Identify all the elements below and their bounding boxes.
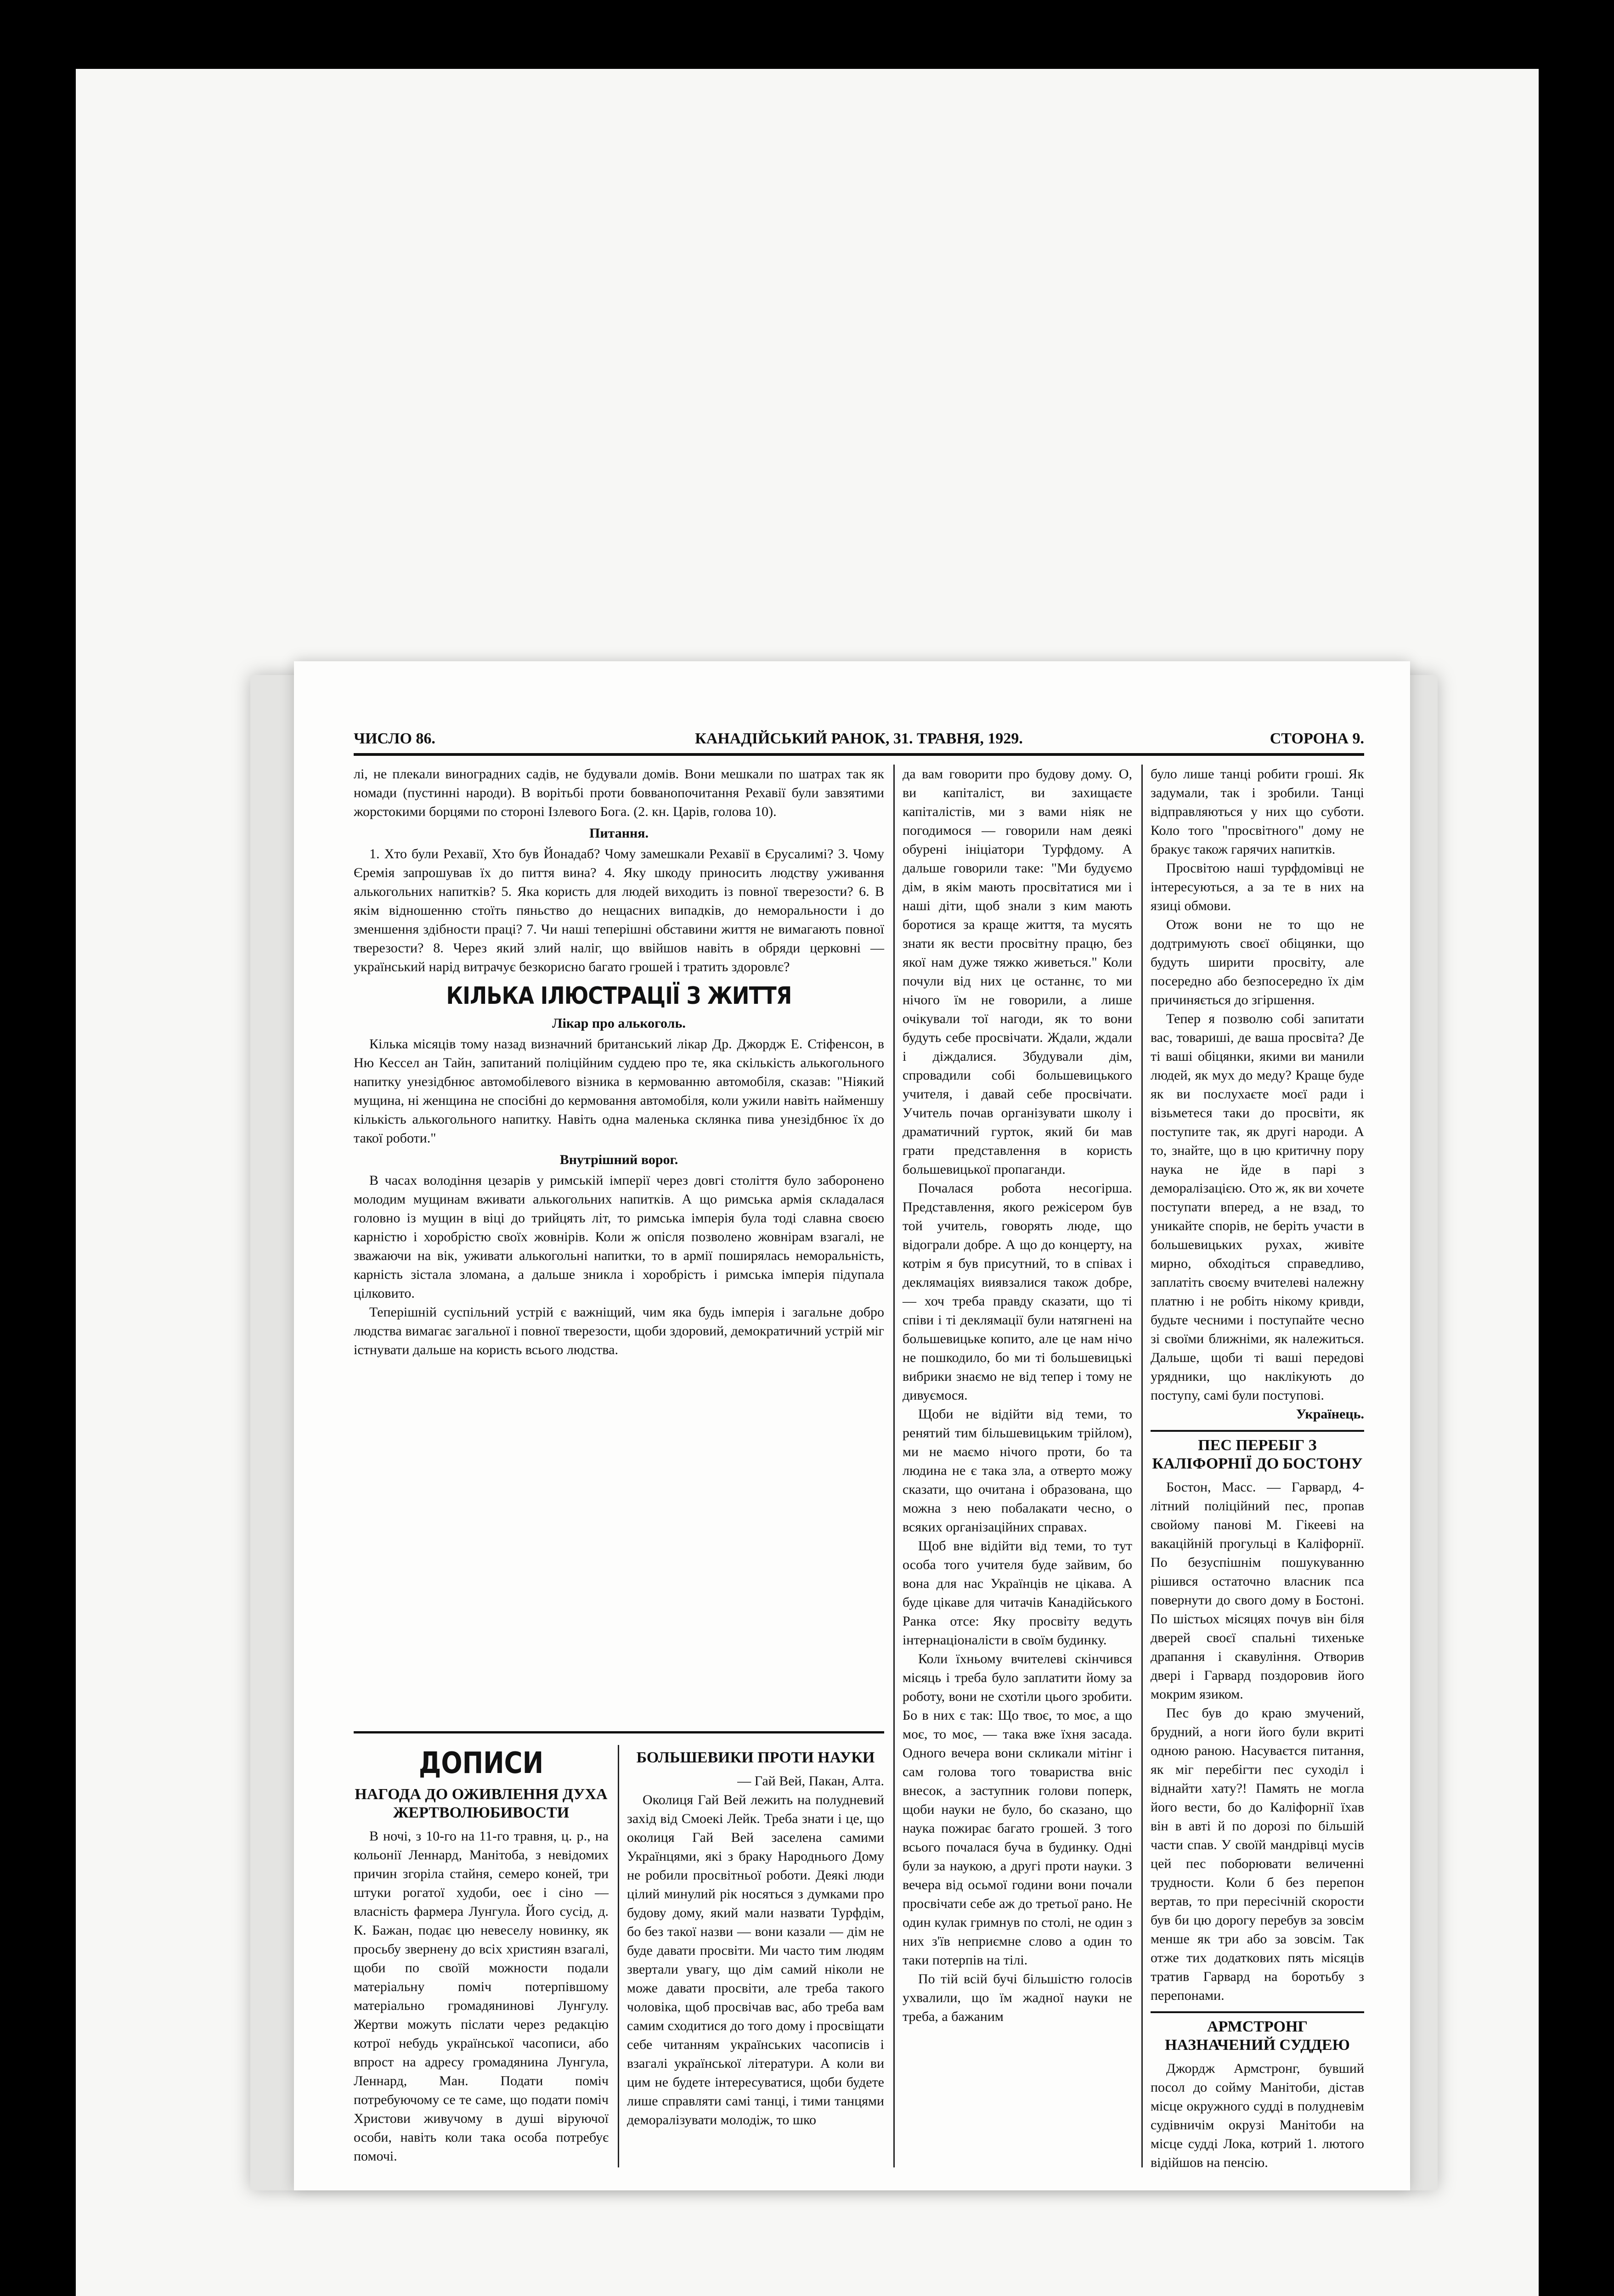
paragraph: Бостон, Масс. — Гарвард, 4-літний поліційний пес, пропав свойому панові М. Гікееві на вакаційній прогульці в Каліфорнії. По безуспішнім пошукуванню рішився остаточно власник пса повернути до свого дому в Бостоні. По шістьох місяцях почув він біля дверей своєї спальні тихеньке драпання і скавуління. Отворив двері і Гарвард поздоровив його мокрим язиком. <box>1151 1480 1364 1702</box>
header-rule <box>354 753 1364 756</box>
article-divider <box>1151 2011 1364 2013</box>
column-main <box>354 765 884 1359</box>
paragraph: Околиця Гай Вей лежить на полудневий захід від Смоекі Лейк. Треба знати і це, що околиця Гай Вей заселена самими Українцями, які з браку Народнього Дому не робили просвітньої роботи. Деякі люди цілий минулий рік носяться з думками про будову дому, який мали назвати Турфдім, бо без такої назви — вони казали — дім не буде давати просвіти. Ми часто тим людям звертали увагу, що дім самий ніколи не може давати просвіти, але треба такого чоловіка, щоб просвічав вас, або треба вам самим сходитися до того дому і просвіщати себе читанням українських часописів і взагалі української літератури. А коли ви цим не будете інтересуватися, щоби будете лише справляти самі танці, і тими танцями деморалізувати молодіж, то шко <box>627 1792 884 2127</box>
article-heading: НАГОДА ДО ОЖИВЛЕННЯ ДУХА ЖЕРТВОЛЮБИВОСТИ <box>355 1786 608 1821</box>
paragraph: Почалася робота несогірша. Представлення, якого режісером був той учитель, говорять люде, що відограли добре. А що до концерту, на котрім я був присутний, то в співах і деклямаціях виявзалися також добре, — хоч треба правду сказати, що ті співи і ті деклямації були натягнені на большевицьке копито, але це нам нічо не пошкодило, бо ми ті большевицькі вибрики знаємо не від тепер і тому не дивуємося. <box>903 1181 1132 1403</box>
column-divider <box>1141 765 1143 2167</box>
newspaper-page <box>294 661 1410 2190</box>
paragraph: Коли їхньому вчителеві скінчився місяць і треба було заплатити йому за роботу, вони не схотіли цього зробити. Бо в них є так: Що твоє, то моє, а що моє, то моє, — така вже їхня засада. Одного вечера вони скликали мітінг і сам голова того товариства вніс внесок, а заступник голови поперк, щоби науки не було, бо сказано, що наука пожирає багато грошей. З того всього почалася бучa в будинку. Одні були за наукою, а другі проти науки. З вечера від осьмої години вони почали просвічати себе аж до третьої рано. Не один кулак гримнув по столі, не один з них з'їв неприємне слово а один то таки потерпів на тілі. <box>903 1651 1132 1968</box>
column-dopysy <box>354 1745 609 2166</box>
section-divider <box>354 1731 884 1733</box>
paragraph: Пес був до краю змучений, брудний, а ноги його були вкриті одною раною. Насуваєтся питання, як міг перебігти пес суходіл і віднайти хату?! Память не могла його вести, бо до Каліфорнії їхав він в авті й по дорозі по більшій части спав. У своїй мандрівці мусів цей пес поборювати величенні трудности. Коли б без перепон вертав, то при пересічній скорости був би цю дорогу перебув за зовсім менше як три або за зовсім. Так отже тих додаткових пять місяців тратив Гарвард на боротьбу з перепонами. <box>1151 1705 1364 2003</box>
paragraph: Просвітою наші турфдомівці не інтересуються, а за те в них на язиці обмови. <box>1151 861 1364 913</box>
section-title: Питання. <box>589 826 649 841</box>
issue-number: ЧИСЛО 86. <box>354 730 435 747</box>
paragraph: 1. Хто були Рехавії, Хто був Йонадаб? Чому замешкали Рехавії в Єрусалимі? 3. Чому Єремія запрошував їх до пиття вина? 4. Яку шкоду приносить людству уживання алькогольних напитків? 5. Яка користь для людей виходить із повної тверезости? 6. В якім відношенню стоїть пяньство до нещасних випадків, до неморальности і до зменшення здібности праці? 7. Чи наші теперішні обставини життя не вимагають повної тверезости? 8. Через який злий наліг, що ввійшов навіть в обряди церковні — український нарід витрачує безкорисно багато грошей і тратить здоровлє? <box>354 846 884 974</box>
paragraph: Теперішній суспільний устрій є важніщий, чим яка будь імперія і загальне добро людства вимагає загальної і повної тверезости, щоби здоровий, демократичний устрій міг істнувати дальше на користь всього людства. <box>354 1305 884 1357</box>
page-header <box>354 730 1364 751</box>
paragraph: Кілька місяців тому назад визначний британський лікар Др. Джордж Е. Стіфенсон, в Ню Кессел ан Тайн, запитаний поліційним суддею про те, яка скількість алькогольного напитку унезідбнює автомобілевого візника в кермованню автомобіля, сказав: "Ніякий мущина, ні женщина не спосібні до кермовання автомобіля, коли ужили навіть найменшу кількість алькогольного напитку. Навіть одна маленька склянка пива унезідбнює їх до такої роботи." <box>354 1036 884 1146</box>
column-divider <box>618 1745 619 2167</box>
column-three <box>903 765 1132 2026</box>
paragraph: Щоби не відійти від теми, то ренятий тим більшевицьким трійлом), ми не маємо нічого проти, бо та людина не є така зла, а отверто можу сказати, що очитана і образована, що можна з нею побалакати чесно, о всяких організаційних справах. <box>903 1407 1132 1535</box>
paragraph: Отож вони не то що не додтримують своєї обіцянки, що будуть ширити просвіту, але посередно або безпосередно їх дім причиняється до згіршення. <box>1151 917 1364 1007</box>
paragraph: Щоб вне відійти від теми, то тут особа того учителя буде зайвим, бо вона для нас Українців не цікава. А буде цікаве для читачів Канадійського Ранка отсе: Яку просвіту ведуть інтернаціоналісти в своїм будинку. <box>903 1538 1132 1648</box>
paragraph: да вам говорити про будову дому. О, ви капіталіст, ви захищаєте капіталістів, ми з вами ніяк не погодимося — говорили нам деякі обурені ініціатори Турфдому. А дальше говорили таке: "Ми будуємо дім, в якім мають просвітатися ми і наші діти, щоб знали з ким мають боротися за краще життя, та мусять знати як вести просвітну працю, без якої нам дуже тяжко живеться." Коли почули від них це останнє, то ми нічого їм не говорили, а лише очікували тої нагоди, як то вони будуть себе просвічати. Ждали, ждали і діждалися. Збудували дім, спровадили собі большевицького учителя, і давай себе просвічати. Учитель почав організувати школу і драматичний гурток, який би мав грати представлення в користь большевицької пропаганди. <box>903 766 1132 1177</box>
column-divider <box>893 765 895 2167</box>
signature: Українець. <box>1296 1407 1364 1422</box>
section-title: Внутрішний ворог. <box>559 1152 678 1167</box>
article-heading: БОЛЬШЕВИКИ ПРОТИ НАУКИ <box>636 1749 875 1766</box>
newspaper-title: КАНАДІЙСЬКИЙ РАНОК, 31. ТРАВНЯ, 1929. <box>695 730 1023 747</box>
article-divider <box>1151 1430 1364 1432</box>
article-heading: АРМСТРОНГ НАЗНАЧЕНИЙ СУДДЕЮ <box>1165 2018 1350 2054</box>
paragraph: В ночі, з 10-го на 11-го травня, ц. р., на кольонії Леннард, Манітоба, з невідомих причин згоріла стайня, семеро коней, три штуки рогатої худоби, оеє і сіно — власність фармера Лунгула. Його сусід, д. К. Бажан, подає цю невеселу новинку, як просьбу звернену до всіх християн взагалі, щоби по своїй можности подали матеріальну поміч потерпівшому матеріально громадянинові Лунгулу. Жертви можуть післати через редакцію котрої небудь української часописи, або впрост на адресу громадянина Лунгула, Леннард, Ман. Подати поміч потребуючому се те саме, що подати поміч Христови живучому в душі віруючої особи, навіть коли така особа потребує помочі. <box>354 1829 609 2164</box>
page-number: СТОРОНА 9. <box>1270 730 1364 747</box>
article-heading: ПЕС ПЕРЕБІГ З КАЛІФОРНІЇ ДО БОСТОНУ <box>1152 1437 1363 1472</box>
paragraph: лі, не плекали виноградних садів, не будували домів. Вони мешкали по шатрах так як номади (пустинні народи). В ворітьбі проти бовванопочитання Рехавії були завзятими жорстокими борцями по стороні Ізлевого Бога. (2. кн. Царів, голова 10). <box>354 766 884 819</box>
paragraph: Тепер я позволю собі запитати вас, товариші, де ваша просвіта? Де ті ваші обіцянки, якими ви манили людей, як мух до меду? Краще буде як ви послухаєте моєї ради і візьметеся таки до просвіти, як поступите так, як другі народи. А то, знайте, що в цю критичну пору наука не йде в парі з деморалізацією. Ото ж, як ви хочете поступати вперед, а не взад, то уникайте спорів, не беріть участи в большевицьких рухах, живіте мирно, обходіться справедливо, заплатіть своєму вчителеві належну платню і не робіть нікому кривди, будьте чесними і поступайте чесно зі своїми ближніми, як належиться. Дальше, щоби ті ваші передові урядники, що наклікують до поступу, самі були поступові. <box>1151 1011 1364 1403</box>
paragraph: По тій всій бучі більшістю голосів ухвалили, що їм жадної науки не треба, а бажаним <box>903 1971 1132 2024</box>
column-bolsheviks <box>627 1745 884 2129</box>
column-four <box>1151 765 1364 2172</box>
paragraph: Джордж Армстронг, бувший посол до сойму Манітоби, дістав місце окружного судді в полудневім судівничім окрузі Манітоби на місце судді Лока, котрий 1. лютого відійшов на пенсію. <box>1151 2061 1364 2170</box>
article-byline: — Гай Вей, Пакан, Алта. <box>737 1773 884 1789</box>
paragraph: В часах володіння цезарів у римській імперії через довгі століття було заборонено молодим мущинам вживати алькогольних напитків. А що римська армія складалася головно із мущин в віці до трийцять літ, то римська імперія була тоді славна своєю карністю і хоробрістю своїх жовнірів. Коли ж опісля позволено жовнірам взагалі, не зважаючи на вік, уживати алькогольні напитки, то в армії поширялась неморальність, карність зістала зломана, а дальше зникла і хоробрість і римська імперія підупала цілковито. <box>354 1173 884 1301</box>
section-title: Лікар про алькоголь. <box>552 1016 686 1031</box>
paragraph: було лише танці робити гроші. Як задумали, так і зробили. Танці відправляються у них що суботи. Коло того "просвітного" дому не бракує також гарячих напитків. <box>1151 766 1364 857</box>
dopysy-heading: ДОПИСИ <box>418 1746 544 1780</box>
section-heading: КІЛЬКА ІЛЮСТРАЦІЇ З ЖИТТЯ <box>446 982 792 1010</box>
